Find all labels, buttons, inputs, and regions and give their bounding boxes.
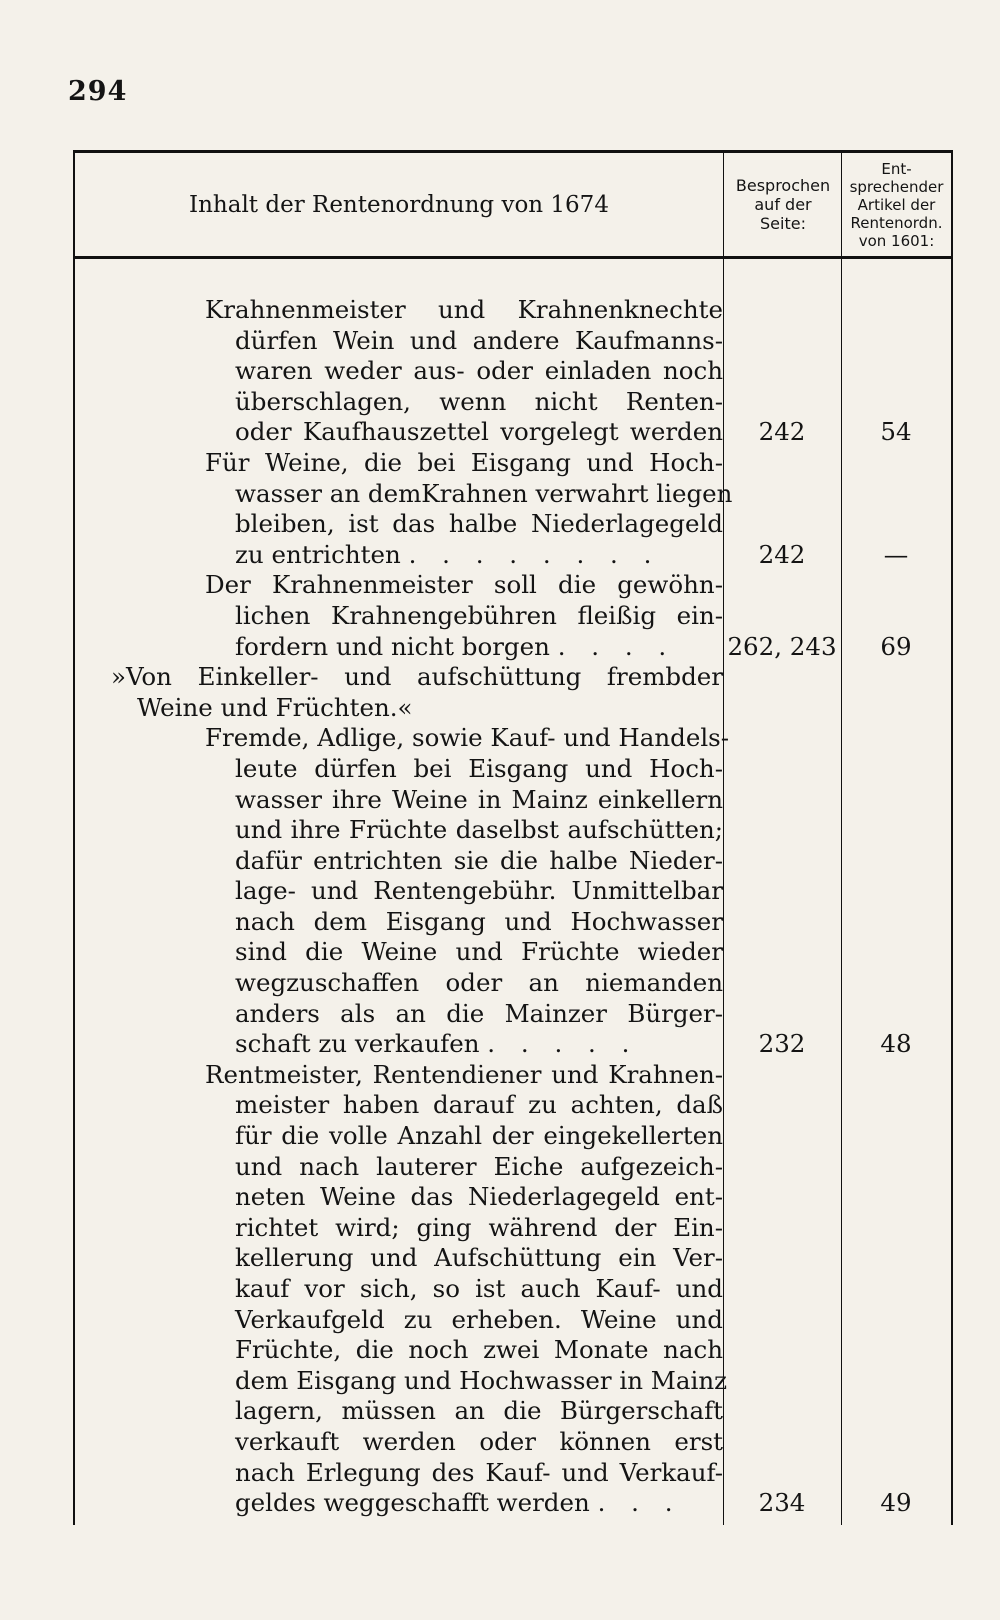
line-text: wegzuschaffen oder an niemanden — [235, 968, 723, 998]
text-line — [75, 968, 951, 999]
header-seite-line: Seite: — [760, 214, 806, 233]
line-words: zu entrichten — [235, 539, 401, 569]
text-line — [75, 662, 951, 693]
line-text: sind die Weine und Früchte wieder — [235, 937, 723, 967]
line-text: Früchte, die noch zwei Monate nach — [235, 1335, 723, 1365]
header-seite — [723, 153, 842, 256]
text-line — [75, 387, 951, 418]
leader-dots: . . . . — [557, 631, 676, 661]
line-text — [235, 1488, 723, 1519]
line-text: und ihre Früchte daselbst aufschütten; — [235, 815, 723, 845]
line-text: meister haben darauf zu achten, daß — [235, 1090, 723, 1120]
contents-table — [73, 150, 953, 1525]
line-text: wasser an demKrahnen verwahrt liegen — [235, 478, 733, 508]
text-line — [75, 846, 951, 877]
leader-dots: . . . . . — [487, 1029, 639, 1059]
line-text: lage- und Rentengebühr. Unmittelbar — [235, 876, 723, 906]
text-line — [75, 754, 951, 785]
line-text: lichen Krahnengebühren fleißig ein- — [235, 600, 723, 630]
line-text: dem Eisgang und Hochwasser in Mainz — [235, 1365, 728, 1395]
line-text: »Von Einkeller- und aufschüttung frembder — [111, 662, 723, 692]
text-line — [75, 356, 951, 387]
line-text — [235, 1029, 723, 1060]
text-line — [75, 448, 951, 479]
seite-value: 232 — [758, 1029, 806, 1059]
text-line — [75, 479, 951, 510]
line-text: leute dürfen bei Eisgang und Hoch- — [235, 753, 723, 783]
text-line — [75, 570, 951, 601]
text-line — [75, 999, 951, 1030]
line-text: wasser ihre Weine in Mainz einkellern — [235, 784, 723, 814]
line-text: kellerung und Aufschüttung ein Ver- — [235, 1243, 723, 1273]
text-line — [75, 1090, 951, 1121]
line-text: anders als an die Mainzer Bürger- — [235, 998, 723, 1028]
text-line — [75, 1121, 951, 1152]
page-number: 294 — [68, 76, 128, 107]
text-line — [75, 1427, 951, 1458]
text-line — [75, 1396, 951, 1427]
line-text: Verkaufgeld zu erheben. Weine und — [235, 1304, 723, 1334]
text-line — [75, 1243, 951, 1274]
header-artikel-line: sprechender — [849, 177, 944, 196]
line-text: Der Krahnenmeister soll die gewöhn- — [205, 570, 723, 600]
header-artikel — [841, 153, 951, 256]
line-text: und nach lauterer Eiche aufgezeich- — [235, 1151, 723, 1181]
artikel-value: 69 — [880, 631, 912, 661]
line-text: oder Kaufhauszettel vorgelegt werden — [235, 417, 723, 447]
text-line — [75, 540, 951, 571]
line-text: dürfen Wein und andere Kaufmanns- — [235, 325, 723, 355]
text-line — [75, 1335, 951, 1366]
text-line — [75, 723, 951, 754]
leader-dots: . . . . . . . . — [408, 539, 661, 569]
line-text: neten Weine das Niederlagegeld ent- — [235, 1182, 723, 1212]
text-line — [75, 1029, 951, 1060]
header-artikel-line: von 1601: — [858, 231, 935, 250]
text-line — [75, 601, 951, 632]
text-line — [75, 937, 951, 968]
line-text: überschlagen, wenn nicht Renten- — [235, 386, 723, 416]
line-text: Weine und Früchten.« — [137, 692, 413, 722]
text-line — [75, 1274, 951, 1305]
text-line — [75, 1060, 951, 1091]
leader-dots: . . . — [597, 1488, 682, 1518]
line-text: dafür entrichten sie die halbe Nieder- — [235, 845, 723, 875]
line-text: für die volle Anzahl der eingekellerten — [235, 1121, 723, 1151]
line-text: Rentmeister, Rentendiener und Krahnen- — [205, 1059, 723, 1089]
artikel-value: 48 — [880, 1029, 912, 1059]
artikel-value: — — [883, 539, 909, 569]
seite-value: 242 — [758, 539, 806, 569]
seite-value: 262, 243 — [727, 631, 837, 661]
text-line — [75, 785, 951, 816]
artikel-value: 49 — [880, 1488, 912, 1518]
artikel-value: 54 — [880, 417, 912, 447]
text-line — [75, 1213, 951, 1244]
seite-value: 234 — [758, 1488, 806, 1518]
header-seite-line: auf der — [754, 195, 812, 214]
text-line — [75, 693, 951, 724]
seite-value: 242 — [758, 417, 806, 447]
table-body — [75, 295, 951, 1519]
line-text: waren weder aus- oder einladen noch — [235, 356, 723, 386]
line-text: nach Erlegung des Kauf- und Verkauf- — [235, 1457, 723, 1487]
text-line — [75, 632, 951, 663]
text-line — [75, 1366, 951, 1397]
text-line — [75, 1152, 951, 1183]
text-line — [75, 1182, 951, 1213]
line-text: Krahnenmeister und Krahnenknechte — [205, 295, 723, 324]
line-text — [235, 540, 723, 571]
text-line — [75, 1305, 951, 1336]
line-text: Für Weine, die bei Eisgang und Hoch- — [205, 447, 723, 477]
line-text: richtet wird; ging während der Ein- — [235, 1212, 723, 1242]
header-seite-line: Besprochen — [735, 176, 831, 195]
header-artikel-line: Ent- — [881, 159, 912, 178]
text-line — [75, 1458, 951, 1489]
text-line — [75, 509, 951, 540]
table-header — [75, 153, 951, 259]
text-line — [75, 1488, 951, 1519]
line-text: kauf vor sich, so ist auch Kauf- und — [235, 1274, 723, 1303]
line-text: bleiben, ist das halbe Niederlagegeld — [235, 509, 723, 539]
line-text — [235, 632, 723, 663]
line-words: fordern und nicht borgen — [235, 631, 550, 661]
line-text: nach dem Eisgang und Hochwasser — [235, 906, 723, 936]
text-line — [75, 907, 951, 938]
text-line — [75, 876, 951, 907]
line-text: Fremde, Adlige, sowie Kauf- und Handels- — [205, 723, 730, 753]
text-line — [75, 326, 951, 357]
line-words: geldes weggeschafft werden — [235, 1488, 590, 1518]
line-text: verkauft werden oder können erst — [235, 1426, 723, 1456]
text-line — [75, 815, 951, 846]
line-words: schaft zu verkaufen — [235, 1029, 480, 1059]
header-artikel-line: Artikel der — [857, 195, 936, 214]
text-line — [75, 417, 951, 448]
text-line — [75, 295, 951, 326]
header-artikel-line: Rentenordn. — [850, 213, 943, 232]
header-content: Inhalt der Rentenordnung von 1674 — [189, 191, 609, 218]
line-text: lagern, müssen an die Bürgerschaft — [235, 1396, 723, 1426]
